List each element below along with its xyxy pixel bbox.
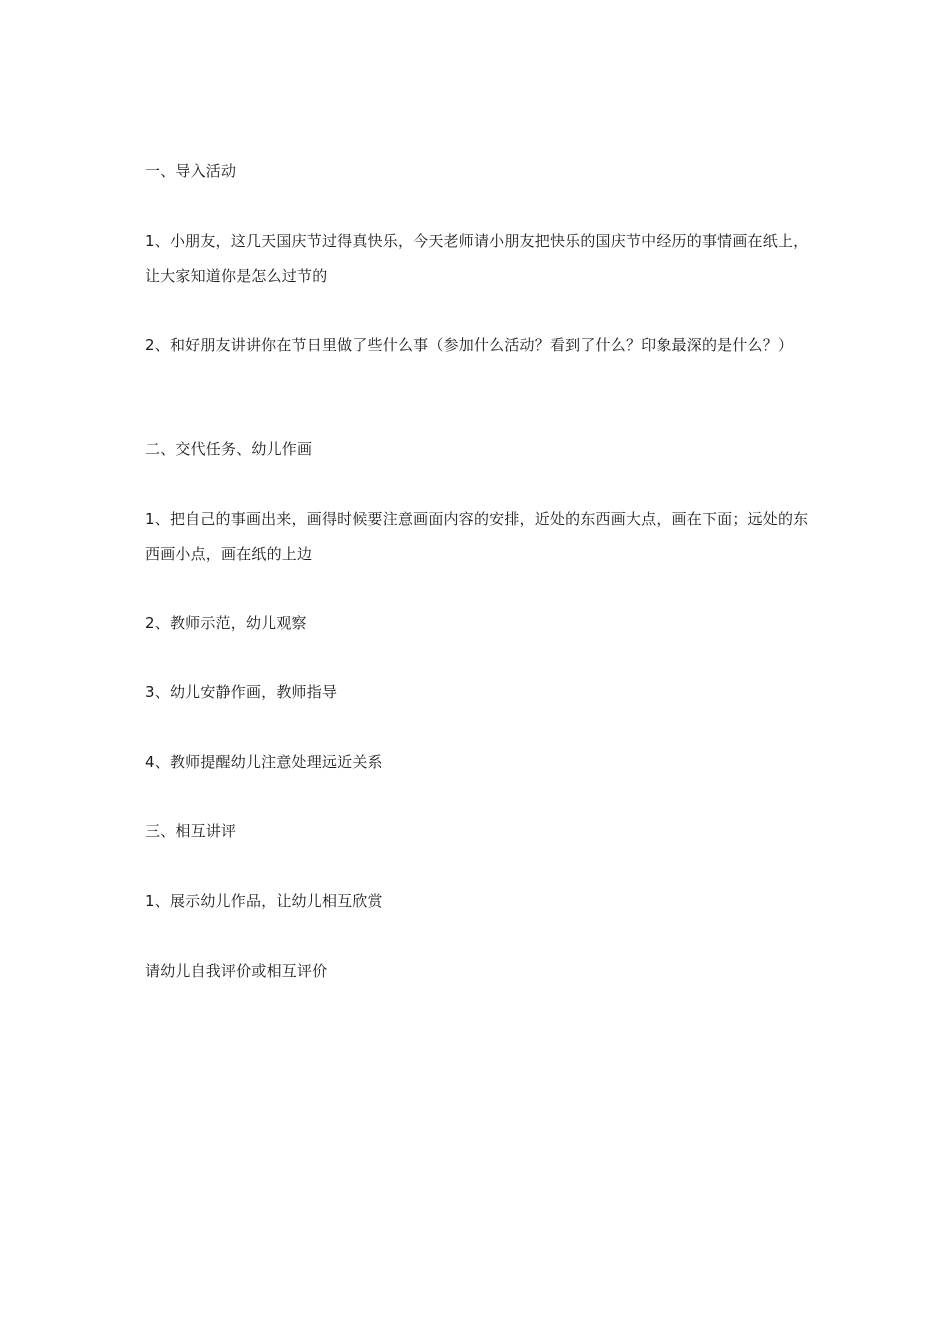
- paragraph-intro-1: 1、小朋友，这几天国庆节过得真快乐，今天老师请小朋友把快乐的国庆节中经历的事情画在纸上，让大家知道你是怎么过节的: [145, 232, 809, 285]
- paragraph-review-1: 1、展示幼儿作品，让幼儿相互欣赏: [145, 892, 383, 910]
- paragraph-task-4: 4、教师提醒幼儿注意处理远近关系: [145, 753, 383, 771]
- paragraph-intro-2: 2、和好朋友讲讲你在节日里做了些什么事（参加什么活动？看到了什么？印象最深的是什么？）: [145, 336, 794, 354]
- paragraph-review-2: 请幼儿自我评价或相互评价: [145, 962, 328, 980]
- paragraph-task-2: 2、教师示范，幼儿观察: [145, 614, 307, 632]
- section-heading-review: 三、相互讲评: [145, 822, 237, 840]
- paragraph-task-1: 1、把自己的事画出来，画得时候要注意画面内容的安排，近处的东西画大点，画在下面；远处的东西画小点，画在纸的上边: [145, 510, 809, 563]
- paragraph-task-3: 3、幼儿安静作画，教师指导: [145, 683, 338, 701]
- section-heading-intro: 一、导入活动: [145, 162, 237, 180]
- section-heading-task: 二、交代任务、幼儿作画: [145, 440, 313, 458]
